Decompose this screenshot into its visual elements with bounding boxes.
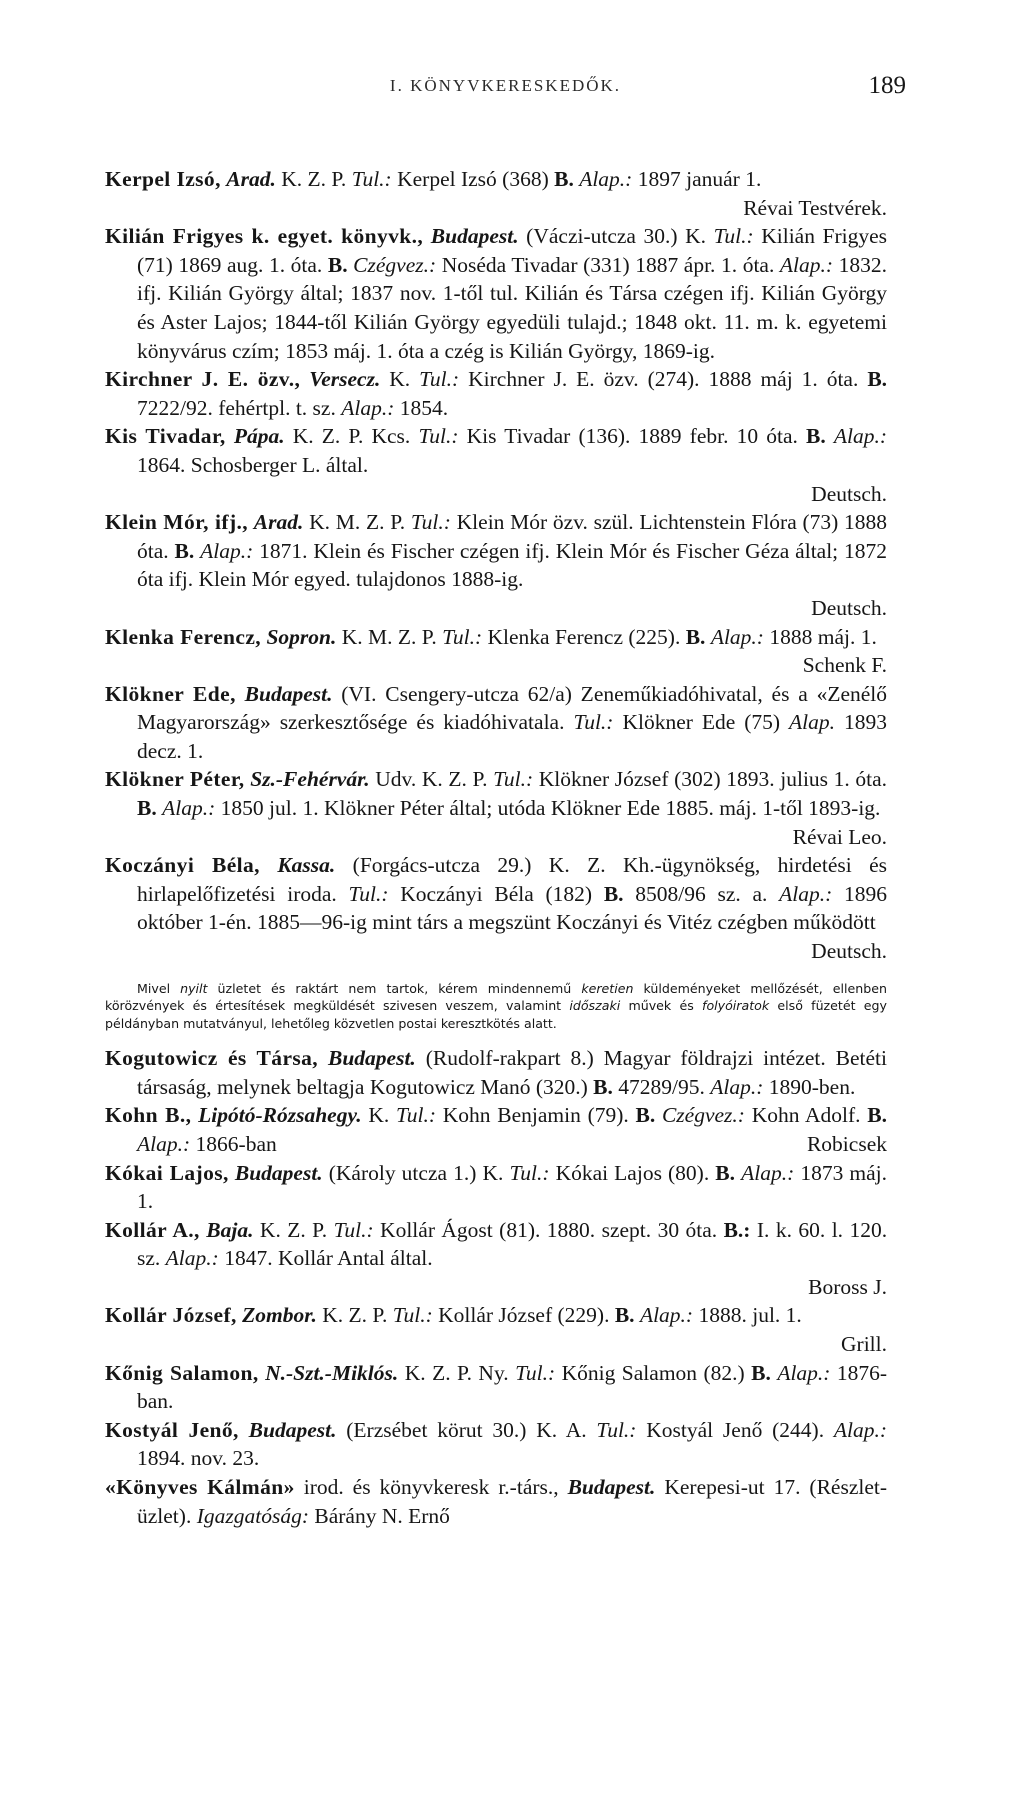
owner-label: Tul.:: [509, 1160, 550, 1185]
owner-label: Tul.:: [392, 1303, 433, 1328]
entry-name: Kókai Lajos,: [105, 1160, 229, 1185]
entry-place: Sz.-Fehérvár.: [250, 767, 370, 792]
entry-text: 7222/92. fehértpl. t. sz.: [137, 395, 336, 420]
entry-kokai: [105, 1159, 887, 1216]
entry-text: 1894. nov. 23.: [137, 1446, 260, 1471]
entry-kogutowicz: [105, 1044, 887, 1101]
entry-place: Budapest.: [430, 224, 519, 249]
entry-klokner-peter: [105, 765, 887, 851]
court-label: B.: [715, 1160, 736, 1185]
founded-label: Alap.:: [710, 1074, 764, 1099]
owner-label: Tul.:: [442, 624, 483, 649]
directorate-label: Igazgatóság:: [196, 1503, 309, 1528]
entry-konyves-kalman: [105, 1473, 887, 1530]
entry-place: Versecz.: [309, 367, 381, 392]
entry-konig: [105, 1359, 887, 1416]
entry-kerpel: [105, 165, 887, 222]
entry-text: K.: [389, 367, 411, 392]
entry-text: K. Z. P. Ny.: [404, 1360, 509, 1385]
entry-text: Kostyál Jenő (244).: [646, 1417, 825, 1442]
entry-text: 1888 máj. 1.: [769, 624, 877, 649]
entry-name: Klökner Ede,: [105, 681, 236, 706]
entry-name: Kilián Frigyes k. egyet. könyvk.,: [105, 224, 424, 249]
founded-label: Alap.:: [710, 624, 764, 649]
supplier-name: Grill.: [841, 1332, 887, 1357]
entry-text: Kohn Benjamin (79).: [442, 1103, 629, 1128]
entry-text: (Forgács-utcza 29.) K. Z. Kh.-ügynökség, hirdetési és hirlapelőfizetési iroda.: [137, 853, 887, 906]
entry-place: N.-Szt.-Miklós.: [265, 1360, 399, 1385]
manager-label: Czégvez.:: [661, 1103, 745, 1128]
entry-place: Budapest.: [327, 1046, 416, 1071]
entry-name: Kollár A.,: [105, 1217, 200, 1242]
entry-koczanyi: [105, 851, 887, 965]
publisher-notice: [105, 980, 887, 1033]
entry-text: (Rudolf-rakpart 8.) Magyar földrajzi intézet. Betéti társaság, melynek beltagja Kogutowicz Manó (320.): [137, 1046, 888, 1099]
entry-name: Kőnig Salamon,: [105, 1360, 259, 1385]
entry-place: Sopron.: [266, 624, 337, 649]
court-label: B.: [751, 1360, 771, 1385]
founded-label: Alap.:: [779, 881, 833, 906]
entry-kollar-jozsef: [105, 1301, 887, 1358]
entry-kis: [105, 422, 887, 508]
entry-klenka: [105, 623, 887, 680]
founded-label: Alap.:: [833, 1417, 888, 1442]
court-label: B.: [685, 624, 706, 649]
entry-place: Kassa.: [277, 853, 336, 878]
entry-name: «Könyves Kálmán»: [105, 1475, 295, 1500]
entry-text: 8508/96 sz. a.: [635, 881, 768, 906]
notice-text: küldeményeket mellőzését, ellenben körözvények és értesítések megküldését szivesen veszem, valamint: [105, 980, 887, 1014]
entry-text: 1832. ifj. Kilián György által; 1837 nov. 1-től tul. Kilián és Társa czégen ifj. Kilián György és Aster Lajos; 1844-től Kilián György egyedüli tulajd.; 1848 okt. 11. m. k. egyetemi könyvárus czím; 1853 máj. 1. óta a czég is Kilián György, 1869-ig.: [137, 252, 888, 363]
entry-text: (VI. Csengery-utcza 62/a) Zeneműkiadóhivatal, és a «Zenélő Magyarország» szerkesztősége és kiadóhivatala.: [137, 681, 888, 735]
entry-place: Zombor.: [242, 1303, 317, 1328]
supplier-name: Boross J.: [808, 1274, 887, 1299]
entry-text: K. Z. P.: [259, 1217, 328, 1242]
owner-label: Tul.:: [418, 424, 459, 449]
entry-text: Klökner József (302) 1893. julius 1. óta.: [538, 767, 888, 792]
founded-label: Alap.:: [162, 796, 216, 821]
notice-emphasis: folyóiratok: [702, 998, 770, 1014]
entry-text: Kollár Ágost (81). 1880. szept. 30 óta.: [380, 1217, 718, 1242]
notice-text: üzletet és raktárt nem tartok, kérem mindennemű: [217, 980, 572, 996]
entry-text: (Erzsébet körut 30.) K. A.: [346, 1417, 587, 1442]
owner-label: Tul.:: [493, 767, 534, 792]
manager-label: Czégvez.:: [353, 252, 437, 277]
entry-text: irod. és könyvkeresk r.-társ.,: [303, 1475, 559, 1500]
entry-text: 1897 január 1.: [637, 167, 762, 191]
entry-text: K.: [368, 1103, 390, 1128]
entry-name: Kogutowicz és Társa,: [105, 1046, 319, 1071]
owner-label: Tul.:: [515, 1360, 556, 1385]
entry-text: Klenka Ferencz (225).: [487, 624, 681, 649]
entry-text: 1896 október 1-én. 1885—96-ig mint társ a megszünt Koczányi és Vitéz czégben működött: [137, 881, 888, 935]
court-label: B.: [603, 881, 624, 906]
notice-text: első füzetét egy példányban mutatványul, lehetőleg közvetlen postai keresztkötés alatt.: [105, 998, 887, 1031]
entry-text: 1888. jul. 1.: [698, 1303, 802, 1328]
entry-place: Budapest.: [248, 1417, 337, 1442]
entry-name: Kis Tivadar,: [105, 424, 226, 449]
entry-text: 1854.: [399, 395, 449, 420]
founded-label: Alap.:: [200, 538, 254, 563]
entry-name: Klein Mór, ifj.,: [105, 510, 249, 535]
notice-text: művek és: [628, 998, 694, 1014]
supplier-name: Révai Testvérek.: [743, 195, 887, 220]
entry-text: K. Z. P.: [322, 1303, 388, 1328]
court-label: B.: [806, 424, 826, 449]
entry-text: 1871. Klein és Fischer czégen ifj. Klein Mór és Fischer Géza által; 1872 óta ifj. Klein Mór egyed. tulajdonos 1888-ig.: [137, 538, 888, 592]
founded-label: Alap.:: [777, 1360, 831, 1385]
entry-text: 1864. Schosberger L. által.: [137, 452, 369, 477]
entry-text: Udv. K. Z. P.: [375, 767, 488, 792]
entry-name: Kirchner J. E. özv.,: [105, 367, 301, 392]
entry-text: Kókai Lajos (80).: [555, 1160, 710, 1185]
entry-kilian: [105, 222, 887, 365]
entry-text: Kilián Frigyes (71) 1869 aug. 1. óta.: [137, 224, 888, 277]
entry-name: Kerpel Izsó,: [105, 167, 221, 191]
founded-label: Alap.:: [639, 1303, 694, 1328]
entry-text: 1890-ben.: [768, 1074, 856, 1099]
entry-text: Kerpel Izsó (368): [397, 167, 549, 191]
founded-label: Alap.:: [165, 1246, 219, 1271]
owner-label: Tul.:: [573, 710, 614, 735]
entry-place: Budapest.: [234, 1160, 323, 1185]
entry-text: Noséda Tivadar (331) 1887 ápr. 1. óta.: [441, 252, 775, 277]
entry-klokner-ede: [105, 680, 887, 766]
entry-place: Budapest.: [567, 1475, 656, 1500]
entry-text: Klökner Ede (75): [622, 710, 781, 735]
entry-text: (Károly utcza 1.) K.: [328, 1160, 504, 1185]
entry-name: Kollár József,: [105, 1303, 237, 1328]
supplier-name: Deutsch.: [811, 939, 887, 964]
entry-text: 1847. Kollár Antal által.: [224, 1246, 433, 1271]
court-label: B.: [137, 796, 157, 821]
notice-emphasis: nyilt: [180, 980, 208, 996]
court-label: B.: [174, 538, 195, 563]
entry-text: Kohn Adolf.: [751, 1103, 861, 1128]
entry-place: Arad.: [226, 167, 276, 191]
entry-name: Kostyál Jenő,: [105, 1417, 239, 1442]
supplier-name: Deutsch.: [811, 595, 887, 620]
founded-label: Alap.:: [341, 395, 395, 420]
owner-label: Tul.:: [351, 167, 392, 191]
entry-place: Budapest.: [244, 681, 333, 706]
entry-place: Arad.: [253, 510, 304, 535]
entry-text: K. Z. P.: [281, 167, 347, 191]
entry-text: I. k. 60. l. 120. sz.: [137, 1217, 888, 1271]
entry-text: Bárány N. Ernő: [314, 1503, 450, 1528]
supplier-name: Schenk F.: [802, 653, 887, 678]
entry-text: 1873 máj. 1.: [137, 1160, 888, 1214]
court-label: B.:: [723, 1217, 751, 1242]
supplier-name: Deutsch.: [811, 481, 887, 506]
founded-label: Alap.:: [137, 1131, 191, 1156]
entry-text: 1893 decz. 1.: [137, 710, 887, 763]
directory-column: [105, 165, 887, 1530]
court-label: B.: [635, 1103, 656, 1128]
entry-name: Kohn B.,: [105, 1103, 192, 1128]
owner-label: Tul.:: [333, 1217, 374, 1242]
running-head: [105, 72, 906, 106]
entry-klein: [105, 508, 887, 622]
court-label: B.: [867, 367, 888, 392]
entry-kohn: [105, 1101, 887, 1158]
entry-name: Koczányi Béla,: [105, 853, 260, 878]
entry-text: Kerepesi-ut 17. (Részlet-üzlet).: [137, 1475, 888, 1528]
entry-text: 47289/95.: [618, 1074, 705, 1099]
entry-text: Kis Tivadar (136). 1889 febr. 10 óta.: [466, 424, 798, 449]
entry-text: K. M. Z. P.: [309, 510, 406, 535]
entry-place: Pápa.: [233, 424, 285, 449]
entry-name: Klökner Péter,: [105, 767, 245, 792]
founded-label: Alap.:: [579, 167, 633, 191]
court-label: B.: [593, 1074, 613, 1099]
entry-kostyal: [105, 1416, 887, 1473]
entry-name: Klenka Ferencz,: [105, 624, 262, 649]
founded-label: Alap.:: [779, 252, 834, 277]
entry-text: K. Z. P. Kcs.: [292, 424, 411, 449]
entry-text: 1850 jul. 1. Klökner Péter által; utóda Klökner Ede 1885. máj. 1-től 1893-ig.: [220, 796, 881, 821]
court-label: B.: [614, 1303, 635, 1328]
notice-text: Mivel: [137, 980, 171, 996]
entry-text: K. M. Z. P.: [341, 624, 437, 649]
entry-text: 1876-ban.: [137, 1360, 888, 1414]
entry-place: Lipótó-Rózsahegy.: [198, 1103, 362, 1128]
page-number: 189: [868, 72, 906, 99]
entry-text: 1866-ban: [195, 1131, 277, 1156]
supplier-name: Robicsek: [806, 1131, 887, 1156]
section-title: I. KÖNYVKERESKEDŐK.: [389, 76, 622, 95]
entry-text: Kőnig Salamon (82.): [561, 1360, 745, 1385]
owner-label: Tul.:: [713, 224, 754, 249]
owner-label: Tul.:: [348, 881, 389, 906]
owner-label: Tul.:: [410, 510, 451, 535]
entry-place: Baja.: [206, 1217, 254, 1242]
founded-label: Alap.:: [741, 1160, 795, 1185]
entry-text: Klein Mór özv. szül. Lichtenstein Flóra (73) 1888 óta.: [137, 510, 888, 563]
court-label: B.: [867, 1103, 888, 1128]
owner-label: Tul.:: [395, 1103, 436, 1128]
entry-kirchner: [105, 365, 887, 422]
entry-text: Kollár József (229).: [438, 1303, 610, 1328]
entry-kollar-a: [105, 1216, 887, 1302]
founded-label: Alap.: [789, 710, 836, 735]
notice-emphasis: időszaki: [569, 998, 621, 1014]
entry-text: Koczányi Béla (182): [400, 881, 593, 906]
founded-label: Alap.:: [833, 424, 888, 449]
owner-label: Tul.:: [596, 1417, 637, 1442]
owner-label: Tul.:: [419, 367, 460, 392]
entry-text: Kirchner J. E. özv. (274). 1888 máj 1. óta.: [468, 367, 859, 392]
supplier-name: Révai Leo.: [792, 824, 887, 849]
court-label: B.: [327, 252, 348, 277]
notice-emphasis: keretien: [581, 980, 634, 996]
court-label: B.: [554, 167, 574, 191]
entry-text: (Váczi-utcza 30.) K.: [526, 224, 707, 249]
